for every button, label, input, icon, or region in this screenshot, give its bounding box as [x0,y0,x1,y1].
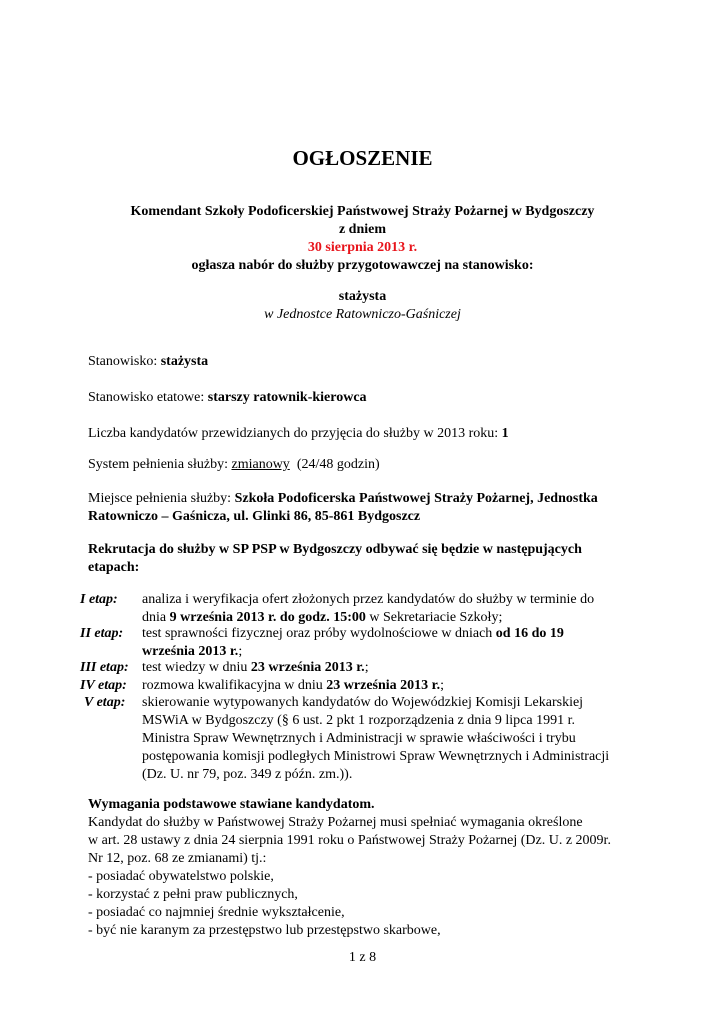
field-stanowisko [88,353,640,371]
stage-label: III etap: [80,660,129,675]
intro-line-4: ogłasza nabór do służby przygotowawczej na stanowisko: [191,258,534,273]
text: test sprawności fizycznej oraz próby wydolnościowe w dniach [142,626,496,641]
stage-text [142,625,640,661]
position-name: stażysta [338,289,387,304]
requirement-item: - posiadać obywatelstwo polskie, [88,869,274,884]
field-label: System pełnienia służby: [88,457,232,472]
stage-4 [80,677,640,695]
announcement-date: 30 sierpnia 2013 r. [307,240,418,255]
intro-line-2: z dniem [338,222,387,237]
text: ; [238,644,243,659]
field-value: stażysta [160,354,209,369]
requirements-paragraph-line: Nr 12, poz. 68 ze zmianami) tj.: [88,851,267,866]
requirements-paragraph-line: w art. 28 ustawy z dnia 24 sierpnia 1991 roku o Państwowej Straży Pożarnej (Dz. U. z 2009r. [88,833,611,848]
field-label: Liczba kandydatów przewidzianych do przyjęcia do służby w 2013 roku: [88,426,502,441]
stage-2 [80,625,640,661]
stage-1 [80,591,640,627]
stage-5 [80,694,640,784]
field-value: starszy ratownik-kierowca [207,390,367,405]
field-label: Stanowisko: [88,354,161,369]
stage-label: IV etap: [80,678,127,693]
stage-label: I etap: [80,592,118,607]
requirement-item: - być nie karanym za przestępstwo lub przestępstwo skarbowe, [88,923,441,938]
field-value: 1 [501,426,509,441]
stage-text-line: postępowania komisji podległych Ministrowi Spraw Wewnętrznych i Administracji [142,749,610,764]
stage-text-line: skierowanie wytypowanych kandydatów do Wojewódzkiej Komisji Lekarskiej [142,695,584,710]
field-suffix: (24/48 godzin) [289,457,380,472]
stage-text-line: Ministra Spraw Wewnętrznych i Administracji w sprawie właściwości i trybu [142,731,576,746]
stage-text [142,591,640,627]
requirements-heading: Wymagania podstawowe stawiane kandydatom. [88,797,375,812]
field-value: Szkoła Podoficerska Państwowej Straży Pożarnej, Jednostka [234,491,598,506]
stage-text [142,694,640,784]
intro-line-1: Komendant Szkoły Podoficerskiej Państwowej Straży Pożarnej w Bydgoszczy [130,204,595,219]
text: dnia [142,610,170,625]
text: w Sekretariacie Szkoły; [365,610,503,625]
field-miejsce [88,490,640,508]
requirement-item: - korzystać z pełni praw publicznych, [88,887,298,902]
stage-text [142,677,640,695]
stage-text-line: analiza i weryfikacja ofert złożonych przez kandydatów do służby w terminie do [142,592,595,607]
date: 23 września 2013 r. [250,660,365,675]
stage-text [142,659,640,677]
field-stanowisko-etatowe [88,389,640,407]
text: test wiedzy w dniu [142,660,251,675]
date: 23 września 2013 r. [326,678,441,693]
stage-text-line: MSWiA w Bydgoszczy (§ 6 ust. 2 pkt 1 rozporządzenia z dnia 9 lipca 1991 r. [142,713,575,728]
requirement-item: - posiadać co najmniej średnie wykształcenie, [88,905,345,920]
text: rozmowa kwalifikacyjna w dniu [142,678,327,693]
deadline: 9 września 2013 r. do godz. 15:00 [169,610,366,625]
field-system [88,456,640,474]
page-number: 1 z 8 [348,950,377,965]
stage-text-line [142,625,640,643]
field-value: zmianowy [231,457,290,472]
field-label: Miejsce pełnienia służby: [88,491,235,506]
stage-label: II etap: [80,626,124,641]
text: ; [364,660,369,675]
requirements-paragraph-line: Kandydat do służby w Państwowej Straży Pożarnej musi spełniać wymagania określone [88,815,583,830]
stage-text-line: (Dz. U. nr 79, poz. 349 z późn. zm.)). [142,767,353,782]
field-label: Stanowisko etatowe: [88,390,208,405]
field-miejsce-cont: Ratowniczo – Gaśnicza, ul. Glinki 86, 85-861 Bydgoszcz [88,509,421,524]
page-title: OGŁOSZENIE [292,146,433,170]
stage-3 [80,659,640,677]
recruitment-heading-cont: etapach: [88,560,140,575]
field-liczba-kandydatow [88,425,640,443]
date-range-cont: września 2013 r. [142,644,239,659]
text: ; [440,678,444,693]
recruitment-heading: Rekrutacja do służby w SP PSP w Bydgoszczy odbywać się będzie w następujących [88,542,582,557]
stage-label: V etap: [84,695,126,710]
position-unit: w Jednostce Ratowniczo-Gaśniczej [264,307,461,322]
date-range: od 16 do 19 [495,626,564,641]
